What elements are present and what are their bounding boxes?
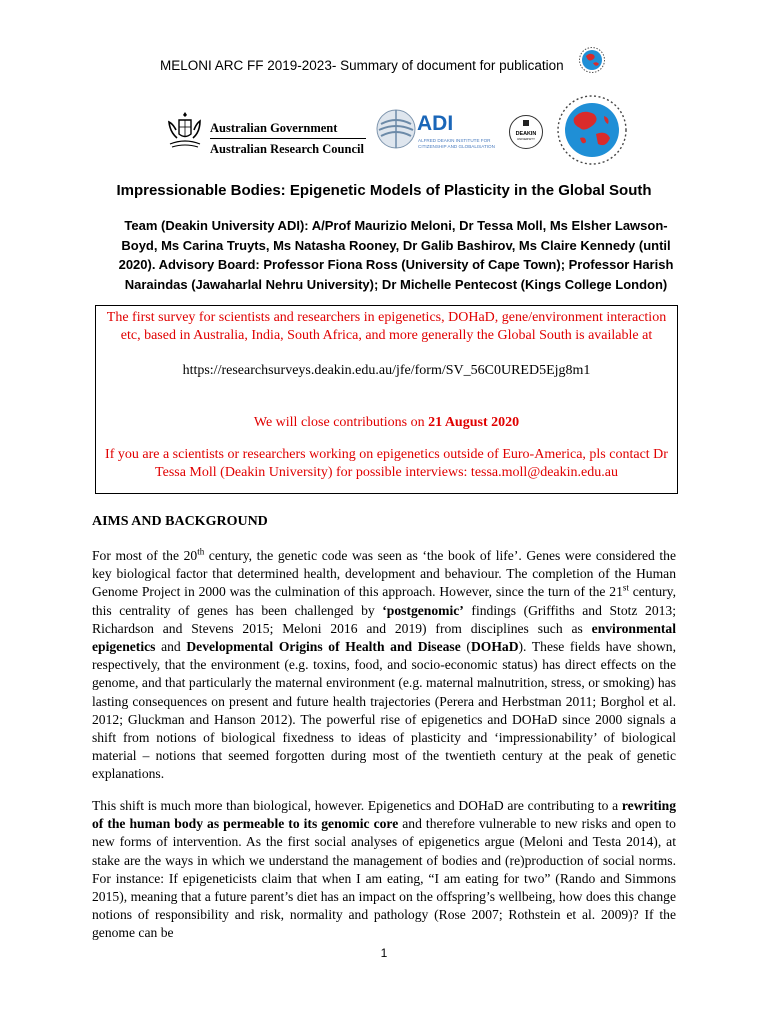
superscript: th bbox=[197, 546, 205, 557]
logo-row bbox=[0, 94, 768, 164]
text-run: and therefore vulnerable to new risks and open to new forms of intervention. As the first social analyses of epigenetics argue (Meloni and Testa 2014), at stake are the ways in which we understand the management of bodies and (re)production of social norms. For instance: If epigeneticists claim that when I am eating, “I am eating for two” (Rando and Simmons 2015), meaning that a future parent’s diet has an impact on the offspring’s wellbeing, how does this change notions of responsibility and risk, normality and pathology (Rose 2007; Rothstein et al. 2009)? If the genome can be bbox=[92, 816, 676, 941]
deakin-university-logo bbox=[508, 114, 544, 150]
survey-notice-box bbox=[95, 305, 678, 494]
section-heading: AIMS AND BACKGROUND bbox=[92, 514, 268, 529]
arc-name: Australian Research Council bbox=[210, 142, 364, 156]
close-date-line bbox=[96, 414, 677, 432]
bold-term: ‘postgenomic’ bbox=[382, 602, 464, 618]
globe-logo-small bbox=[578, 46, 606, 74]
bold-term: environmental epigenetics bbox=[92, 620, 676, 655]
bold-term: Developmental Origins of Health and Disease bbox=[186, 639, 461, 655]
bold-term: DOHaD bbox=[470, 639, 519, 655]
text-run: century, the genetic code was seen as ‘the book of life’. Genes were considered the key biological factor that determined health, development and behaviour. The completion of the Human Genome Project in 2000 was the culmination of this approach. However, since the turn of the 21 bbox=[92, 548, 676, 600]
adi-wordmark: ADI bbox=[417, 112, 454, 135]
body-paragraph bbox=[92, 547, 676, 784]
contact-note: If you are a scientists or researchers working on epigenetics outside of Euro-America, pls contact Dr Tessa Moll (Deakin University) for possible interviews: tessa.moll@deakin.edu.au bbox=[105, 447, 668, 480]
deakin-word: DEAKIN bbox=[515, 131, 537, 137]
team-list: Team (Deakin University ADI): A/Prof Maurizio Meloni, Dr Tessa Moll, Ms Elsher Lawson-Boyd, Ms Carina Truyts, Ms Natasha Rooney, Dr Galib Bashirov, Ms Claire Kennedy (until 2020). Advisory Board: Professor Fiona Ross (University of Cape Town); Professor Harish Naraindas (Jawaharlal Nehru University); Dr Michelle Pentecost (Kings College London) bbox=[118, 218, 674, 292]
text-run: For most of the 20 bbox=[92, 548, 198, 563]
text-run: ). These fields have shown, respectively, that the environment (e.g. toxins, food, and socio-economic status) has direct effects on the genome, and that particularly the maternal environment (e.g. maternal malnutrition, stress, or smoking) has lasting consequences on present and future health trajectories (Perera and Herbstman 2011; Borghol et al. 2012; Gluckman and Hanson 2012). The powerful rise of epigenetics and DOHaD since 2000 signals a shift from notions of biological fixedness to ideas of plasticity and ‘impressionability’ of biological material – notions that seemed forgotten during most of the twentieth century at the peak of genetic explanations. bbox=[92, 639, 676, 782]
adi-subtitle: ALFRED DEAKIN INSTITUTE FOR CITIZENSHIP AND GLOBALISATION bbox=[418, 138, 495, 149]
deakin-sub: UNIVERSITY bbox=[516, 137, 536, 141]
text-run: findings (Griffiths and Stotz 2013; Richardson and Stevens 2015; Meloni 2016 and 2019) from disciplines such as bbox=[92, 602, 676, 636]
text-run: This shift is much more than biological, however. Epigenetics and DOHaD are contributing to a bbox=[92, 798, 622, 813]
gov-name: Australian Government bbox=[210, 121, 338, 135]
document-title: Impressionable Bodies: Epigenetic Models of Plasticity in the Global South bbox=[116, 182, 652, 199]
globe-logo-large bbox=[556, 94, 628, 166]
adi-globe-icon bbox=[375, 108, 417, 150]
text-run: century, this centrality of genes has been challenged by bbox=[92, 584, 676, 618]
superscript: st bbox=[622, 582, 629, 593]
page-number: 1 bbox=[380, 946, 388, 960]
close-prefix: We will close contributions on bbox=[253, 415, 429, 430]
survey-link[interactable]: https://researchsurveys.deakin.edu.au/jfe/form/SV_56C0URED5Ejg8m1 bbox=[182, 363, 591, 378]
survey-intro: The first survey for scientists and researchers in epigenetics, DOHaD, gene/environment interaction etc, based in Australia, India, South Africa, and more generally the Global South is available at bbox=[106, 310, 667, 343]
bold-term: rewriting of the human body as permeable to its genomic core bbox=[92, 798, 676, 832]
body-paragraph bbox=[92, 797, 676, 943]
text-run: and bbox=[155, 639, 187, 655]
document-header: MELONI ARC FF 2019-2023- Summary of document for publication bbox=[160, 58, 564, 73]
australian-coat-of-arms-icon bbox=[162, 108, 206, 152]
text-run: ( bbox=[460, 639, 471, 655]
close-date: 21 August 2020 bbox=[428, 415, 520, 430]
